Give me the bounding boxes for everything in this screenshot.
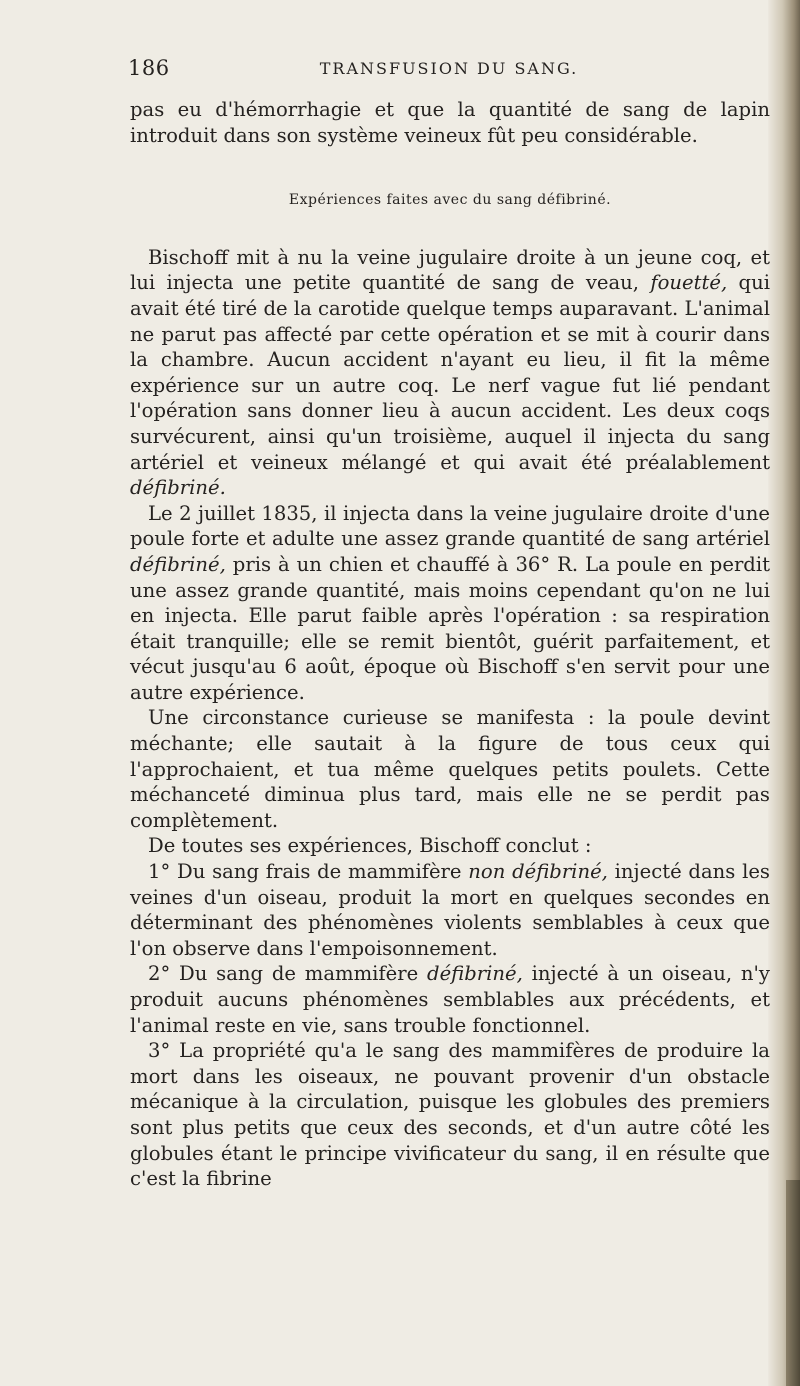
- running-title: TRANSFUSION DU SANG.: [319, 59, 579, 78]
- paragraph-conclusion-3: 3° La propriété qu'a le sang des mammifères de produire la mort dans les oiseaux, ne pouvant provenir d'un obstacle mécanique à la circulation, puisque les globules des premiers sont plus petits que ceux des seconds, et d'un autre côté les globules étant le principe vivificateur du sang, il en résulte que c'est la fibrine: [130, 1039, 770, 1191]
- page-number: 186: [128, 56, 170, 80]
- paragraph-conclusion-2: 2° Du sang de mammifère défibriné, injecté à un oiseau, n'y produit aucuns phénomènes semblables aux précédents, et l'animal reste en vie, sans trouble fonctionnel.: [130, 962, 770, 1037]
- page-edge-shadow: [768, 0, 800, 1386]
- paragraph-poule: Le 2 juillet 1835, il injecta dans la veine jugulaire droite d'une poule forte et adulte une assez grande quantité de sang artériel défibriné, pris à un chien et chauffé à 36° R. La poule en perdit une assez grande quantité, mais moins cependant qu'on ne lui en injecta. Elle parut faible après l'opération : sa respiration était tranquille; elle se remit bientôt, guérit parfaitement, et vécut jusqu'au 6 août, époque où Bischoff s'en servit pour une autre expérience.: [130, 501, 770, 704]
- paragraph-continued: pas eu d'hémorrhagie et que la quantité de sang de lapin introduit dans son système veineux fût peu considérable.: [130, 98, 770, 147]
- section-heading: Expériences faites avec du sang défibriné.: [288, 192, 612, 209]
- paragraph-conclusion-1: 1° Du sang frais de mammifère non défibriné, injecté dans les veines d'un oiseau, produit la mort en quelques secondes en déterminant des phénomènes violents semblables à ceux que l'on observe dans l'empoisonnement.: [130, 860, 770, 960]
- page-body: [130, 97, 770, 1192]
- page-header: [128, 56, 770, 84]
- paragraph-conclusion-intro: De toutes ses expériences, Bischoff conclut :: [148, 834, 592, 858]
- paragraph-bischoff-coq: Bischoff mit à nu la veine jugulaire droite à un jeune coq, et lui injecta une petite quantité de sang de veau, fouetté, qui avait été tiré de la carotide quelque temps auparavant. L'animal ne parut pas affecté par cette opération et se mit à courir dans la chambre. Aucun accident n'ayant eu lieu, il fit la même expérience sur un autre coq. Le nerf vague fut lié pendant l'opération sans donner lieu à aucun accident. Les deux coqs survécurent, ainsi qu'un troisième, auquel il injecta du sang artériel et veineux mélangé et qui avait été préalablement défibriné.: [130, 245, 770, 500]
- paragraph-circonstance: Une circonstance curieuse se manifesta : la poule devint méchante; elle sautait à la figure de tous ceux qui l'approchaient, et tua même quelques petits poulets. Cette méchanceté diminua plus tard, mais elle ne se perdit pas complètement.: [130, 706, 770, 832]
